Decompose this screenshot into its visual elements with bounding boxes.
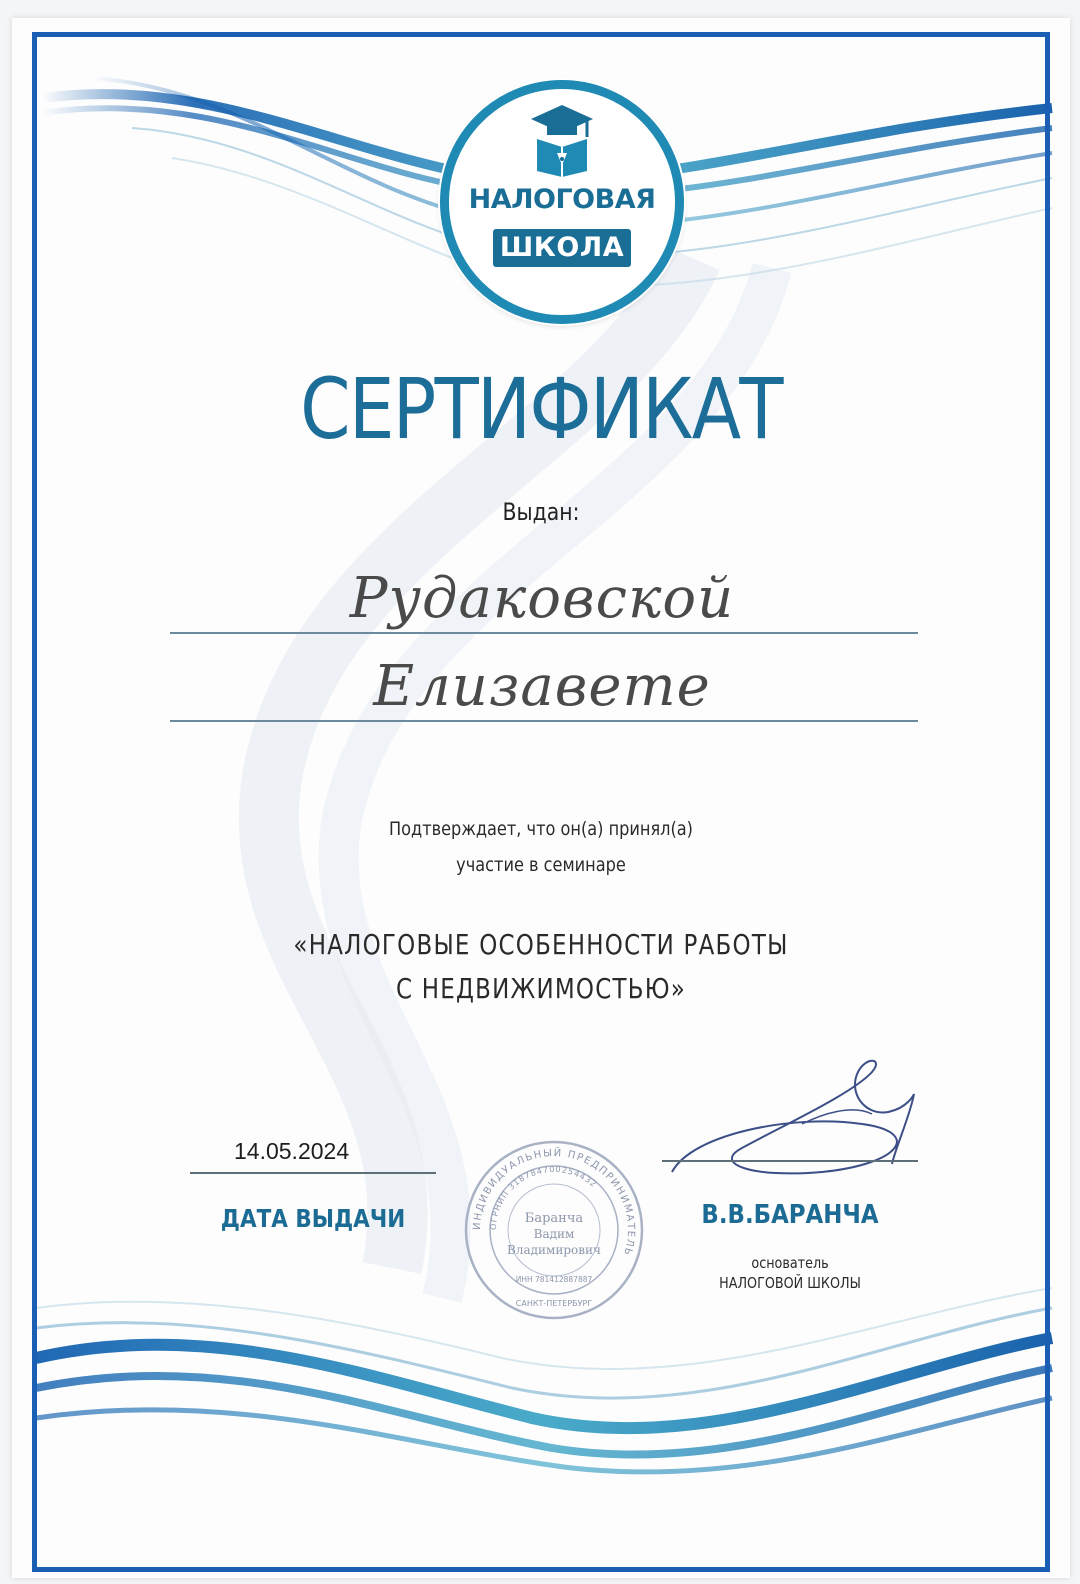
logo-text-bottom: ШКОЛА xyxy=(499,232,625,263)
issue-date-label: ДАТА ВЫДАЧИ xyxy=(220,1204,406,1233)
signatory-name: В.В.БАРАНЧА xyxy=(701,1200,879,1230)
recipient-name-line1: Рудаковской xyxy=(349,566,735,631)
certificate-title: СЕРТИФИКАТ xyxy=(300,360,782,458)
seminar-title-line2: С НЕДВИЖИМОСТЬЮ» xyxy=(395,972,687,1005)
graduation-cap-icon xyxy=(529,103,595,177)
official-stamp xyxy=(460,1136,648,1324)
stamp-center-line2: Вадим xyxy=(533,1227,575,1241)
stamp-center-line1: Баранча xyxy=(524,1211,584,1226)
stamp-center-line3: Владимирович xyxy=(507,1243,601,1257)
stamp-inn: ИНН 781412887887 xyxy=(515,1275,593,1284)
recipient-rule-1 xyxy=(170,632,918,634)
certificate-sheet xyxy=(12,18,1070,1578)
stamp-ogrnip: ОГРНИП 318784700254432 xyxy=(488,1164,599,1231)
confirmation-text-line1: Подтверждает, что он(а) принял(а) xyxy=(389,818,693,840)
signatory-role-line1: основатель xyxy=(751,1254,829,1272)
signature-rule xyxy=(662,1160,918,1162)
recipient-rule-2 xyxy=(170,720,918,722)
recipient-name-line2: Елизавете xyxy=(373,654,711,719)
stamp-outer-text: ИНДИВИДУАЛЬНЫЙ ПРЕДПРИНИМАТЕЛЬ xyxy=(471,1147,637,1258)
school-logo xyxy=(440,80,684,324)
issue-date-rule xyxy=(190,1172,436,1174)
issue-date: 14.05.2024 xyxy=(234,1138,350,1164)
handwritten-signature xyxy=(652,1054,952,1194)
stamp-city: САНКТ-ПЕТЕРБУРГ xyxy=(515,1299,593,1308)
seminar-title-line1: «НАЛОГОВЫЕ ОСОБЕННОСТИ РАБОТЫ xyxy=(293,928,789,961)
logo-text-bottom-badge xyxy=(493,229,631,267)
confirmation-text-line2: участие в семинаре xyxy=(456,854,626,876)
logo-text-top: НАЛОГОВАЯ xyxy=(468,184,656,215)
signatory-role-line2: НАЛОГОВОЙ ШКОЛЫ xyxy=(719,1274,861,1292)
issued-label: Выдан: xyxy=(502,498,580,526)
